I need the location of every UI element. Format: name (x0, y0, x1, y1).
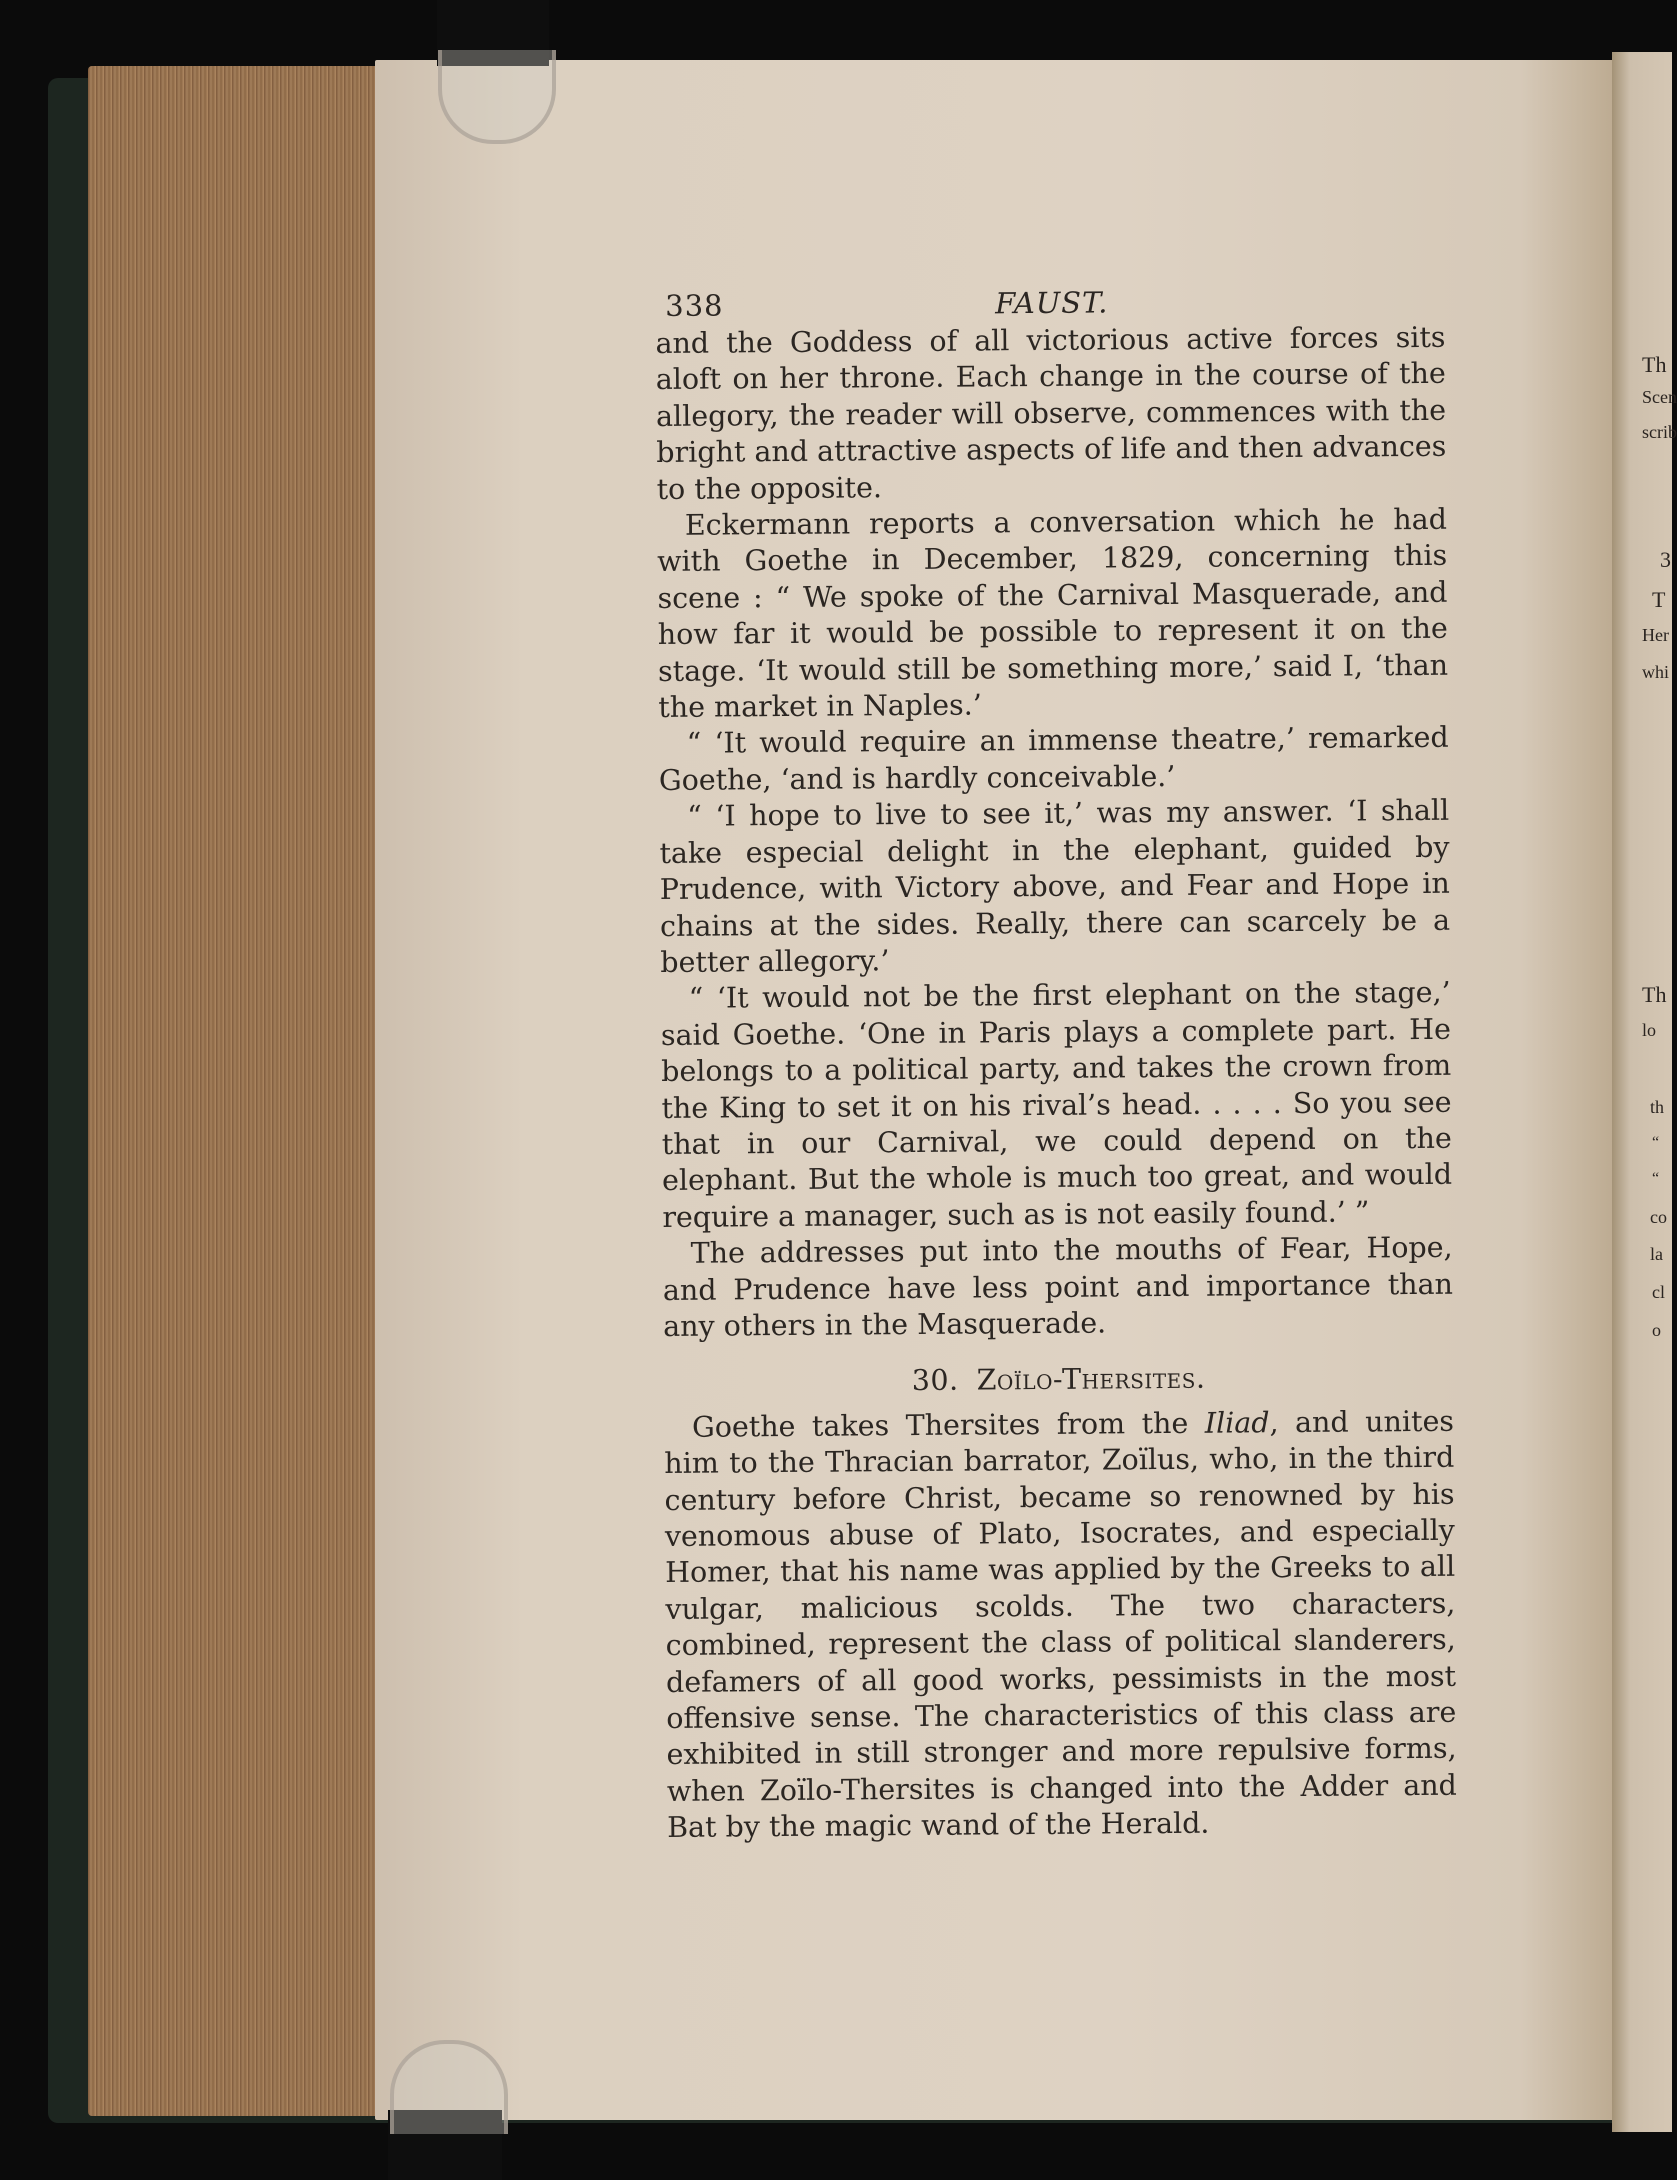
section-heading (664, 1359, 1454, 1402)
paragraph: “ ‘I hope to live to see it,’ was my answer. ‘I shall take especial delight in the elephant, guided by Prudence, with Victory above, and Fear and Hope in chains at the sides. Really, there can scarcely be a better allegory.’ (659, 794, 1451, 979)
page-block-edge (88, 66, 388, 2116)
next-page-fragment: Scen (1642, 387, 1677, 407)
next-page-fragment: cl (1652, 1282, 1665, 1302)
section-number: 30. (911, 1364, 959, 1398)
running-head (655, 274, 1445, 326)
running-title: FAUST. (995, 285, 1109, 321)
paragraph: The addresses put into the mouths of Fear, Hope, and Prudence have less point and importance than any others in the Masquerade. (662, 1230, 1454, 1343)
section-title: Zoïlo-Thersites. (976, 1362, 1206, 1397)
next-page-edge (1612, 52, 1677, 2132)
section-paragraph (664, 1404, 1457, 1847)
next-page-fragment: th (1650, 1097, 1665, 1117)
italic-title: Iliad (1204, 1405, 1270, 1440)
next-page-fragment: “ (1652, 1170, 1660, 1187)
next-page-fragment: whi (1642, 662, 1669, 682)
text-run: Goethe takes Thersites from the (691, 1406, 1205, 1444)
page-text-block (655, 274, 1457, 1847)
next-page-fragment: o (1652, 1320, 1661, 1340)
next-page-fragment: “ (1652, 1134, 1660, 1151)
next-page-fragment: Th (1642, 352, 1667, 377)
paragraph: “ ‘It would require an immense theatre,’ remarked Goethe, ‘and is hardly conceivable.’ (658, 721, 1449, 797)
paragraph: Eckermann reports a conversation which he had with Goethe in December, 1829, concerning this scene : “ We spoke of the Carnival Masquerade, and how far it would be possible to represent it on the stage. ‘It would still be something more,’ said I, ‘than the market in Naples.’ (657, 502, 1449, 725)
paragraph: and the Goddess of all victorious active forces sits aloft on her throne. Each change in the course of the allegory, the reader will observe, commences with the bright and attractive aspects of life and then advances to the opposite. (655, 320, 1447, 506)
page-clip-bottom (390, 2040, 508, 2134)
next-page-fragment: 3 (1660, 547, 1671, 572)
next-page-fragment: la (1650, 1244, 1663, 1264)
next-page-fragment: T (1652, 587, 1666, 612)
next-page-fragment: scrib (1642, 422, 1677, 442)
page-number: 338 (665, 288, 724, 323)
next-page-fragment: co (1650, 1207, 1667, 1227)
next-page-fragment: Th (1642, 982, 1667, 1007)
paragraph: “ ‘It would not be the first elephant on the stage,’ said Goethe. ‘One in Paris plays a complete part. He belongs to a political party, and takes the crown from the King to set it on his rival’s head. . . . . So you see that in our Carnival, we could depend on the elephant. But the whole is much too great, and would require a manager, such as is not easily found.’ ” (660, 976, 1453, 1234)
text-run: , and unites him to the Thracian barrator, Zoïlus, who, in the third century before Christ, became so renowned by his venomous abuse of Plato, Isocrates, and especially Homer, that his name was applied by the Greeks to all vulgar, malicious scolds. The two characters, combined, represent the class of political slanderers, defamers of all good works, pessimists in the most offensive sense. The characteristics of this class are exhibited in still stronger and more repulsive forms, when Zoïlo-Thersites is changed into the Adder and Bat by the magic wand of the Herald. (664, 1404, 1457, 1845)
next-page-fragment: lo (1642, 1020, 1657, 1040)
next-page-fragment: Her (1642, 625, 1669, 645)
